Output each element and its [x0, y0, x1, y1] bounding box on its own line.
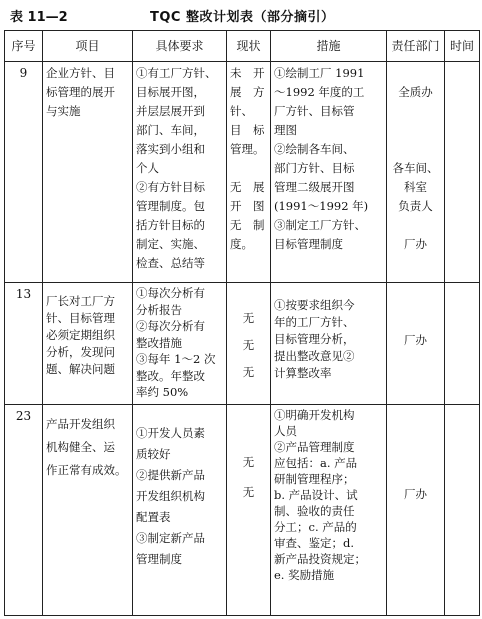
status-cell	[227, 62, 271, 283]
item-line: 分析，发现问	[46, 345, 115, 359]
row-number: 23	[5, 405, 43, 616]
measures-cell	[271, 62, 387, 283]
measure-line: 审查、鉴定；d.	[274, 536, 355, 550]
dept-line: 负责人	[398, 199, 433, 213]
requirement-line: 开发组织机构	[136, 489, 205, 503]
measures-cell	[271, 405, 387, 616]
item-cell	[43, 283, 133, 405]
measure-line: b. 产品设计、试	[274, 488, 358, 502]
item-line: 机构健全、运	[46, 440, 115, 454]
status-line: 管理。	[230, 142, 265, 156]
requirement-line: ①每次分析有	[136, 286, 205, 300]
row-number: 13	[5, 283, 43, 405]
status-line: 无 制	[230, 218, 265, 232]
requirement-line: ①开发人员素	[136, 426, 205, 440]
requirements-cell	[133, 405, 227, 616]
item-line: 产品开发组织	[46, 417, 115, 431]
tqc-plan-table	[4, 30, 480, 616]
item-line: 针、目标管理	[46, 311, 115, 325]
header-dept: 责任部门	[387, 31, 445, 62]
item-line: 企业方针、目	[46, 66, 115, 80]
table-caption	[0, 4, 482, 26]
measure-line: 部门方针、目标	[274, 161, 355, 175]
requirement-line: ③每年 1～2 次	[136, 352, 216, 366]
requirement-line: ②有方针目标	[136, 180, 205, 194]
measure-line: (1991～1992 年)	[274, 199, 369, 213]
dept-line: 厂办	[404, 333, 427, 347]
dept-cell	[387, 283, 445, 405]
status-line: 无	[242, 485, 255, 499]
header-item: 项目	[43, 31, 133, 62]
spacer	[390, 140, 441, 159]
status-line: 目 标	[230, 123, 265, 137]
spacer	[390, 102, 441, 140]
measure-line: 厂方针、目标管	[274, 104, 355, 118]
dept-line: 厂办	[404, 237, 427, 251]
item-line: 题、解决问题	[46, 362, 115, 376]
item-line: 厂长对工厂方	[46, 294, 115, 308]
requirement-line: 分析报告	[136, 302, 182, 317]
time-cell	[445, 283, 480, 405]
dept-cell	[387, 62, 445, 283]
row-number: 9	[5, 62, 43, 283]
requirement-line: 配置表	[136, 510, 171, 524]
time-cell	[445, 405, 480, 616]
dept-line: 科室	[404, 180, 427, 194]
measure-line: 计算整改率	[274, 366, 332, 380]
requirement-line: ③制定新产品	[136, 531, 205, 545]
measure-line: 人员	[274, 424, 297, 438]
measure-line: 制、验收的责任	[274, 504, 355, 518]
requirement-line: 个人	[136, 161, 159, 175]
header-status: 现状	[227, 31, 271, 62]
status-line: 度。	[230, 237, 253, 251]
time-cell	[445, 62, 480, 283]
item-line: 标管理的展开	[46, 85, 115, 99]
measure-line: 研制管理程序；	[274, 472, 355, 486]
header-time: 时间	[445, 31, 480, 62]
item-line: 与实施	[46, 104, 81, 118]
measure-line: 理图	[274, 123, 297, 137]
table-row	[5, 283, 480, 405]
item-line: 作正常有成效。	[46, 463, 127, 477]
requirement-line: 整改。年整改	[136, 368, 205, 383]
item-line: 必须定期组织	[46, 328, 115, 342]
status-cell	[227, 283, 271, 405]
header-row	[5, 31, 480, 62]
measure-line: 分工；c. 产品的	[274, 520, 357, 534]
measure-line: 目标管理分析，	[274, 332, 355, 346]
requirements-cell	[133, 62, 227, 283]
measure-line: 管理二级展开图	[274, 180, 355, 194]
measure-line: ①绘制工厂 1991	[274, 66, 365, 80]
measure-line: ～1992 年度的工	[274, 85, 365, 99]
requirement-line: ①有工厂方针、	[136, 66, 217, 80]
header-measures: 措施	[271, 31, 387, 62]
spacer	[390, 64, 441, 83]
spacer	[390, 216, 441, 235]
requirement-line: 目标展开图，	[136, 85, 205, 99]
requirement-line: 落实到小组和	[136, 142, 205, 156]
measure-line: 目标管理制度	[274, 237, 343, 251]
requirement-line: 部门、车间，	[136, 123, 205, 137]
table-number: 表 11—2	[10, 10, 68, 25]
requirements-cell	[133, 283, 227, 405]
status-line: 开 图	[230, 199, 265, 213]
requirement-line: 并层层展开到	[136, 104, 205, 118]
status-line: 无	[242, 365, 255, 379]
measures-cell	[271, 283, 387, 405]
dept-cell	[387, 405, 445, 616]
spacer	[230, 159, 267, 178]
item-cell	[43, 405, 133, 616]
dept-line: 厂办	[404, 487, 427, 501]
table-row	[5, 405, 480, 616]
requirement-line: 检查、总结等	[136, 256, 205, 270]
dept-line: 各车间、	[392, 161, 439, 175]
requirement-line: ②每次分析有	[136, 319, 205, 333]
status-line: 针、	[230, 104, 253, 118]
requirement-line: 括方针目标的	[136, 218, 205, 232]
dept-line: 全质办	[398, 85, 433, 99]
requirement-line: 管理制度	[136, 552, 182, 566]
measure-line: 应包括：a. 产品	[274, 456, 358, 470]
measure-line: ①按要求组织今	[274, 298, 355, 312]
measure-line: ①明确开发机构	[274, 408, 355, 422]
measure-line: ②产品管理制度	[274, 440, 355, 454]
measure-line: 新产品投资规定；	[274, 552, 366, 566]
table-title: TQC 整改计划表（部分摘引）	[150, 10, 335, 25]
requirement-line: ②提供新产品	[136, 468, 205, 482]
status-line: 无	[242, 455, 255, 469]
status-line: 展 方	[230, 85, 265, 99]
item-cell	[43, 62, 133, 283]
requirement-line: 管理制度。包	[136, 199, 205, 213]
measure-line: 提出整改意见②	[274, 349, 355, 363]
requirement-line: 率约 50%	[136, 385, 189, 399]
measure-line: ②绘制各车间、	[274, 142, 355, 156]
status-line: 无 展	[230, 180, 265, 194]
status-line: 未 开	[230, 66, 265, 80]
status-line: 无	[242, 338, 255, 352]
measure-line: ③制定工厂方针、	[274, 218, 366, 232]
table-row	[5, 62, 480, 283]
header-no: 序号	[5, 31, 43, 62]
status-cell	[227, 405, 271, 616]
measure-line: 年的工厂方针、	[274, 315, 355, 329]
status-line: 无	[242, 311, 255, 325]
measure-line: e. 奖励措施	[274, 568, 335, 582]
requirement-line: 整改措施	[136, 335, 182, 350]
requirement-line: 质较好	[136, 447, 171, 461]
header-requirements: 具体要求	[133, 31, 227, 62]
requirement-line: 制定、实施、	[136, 237, 205, 251]
